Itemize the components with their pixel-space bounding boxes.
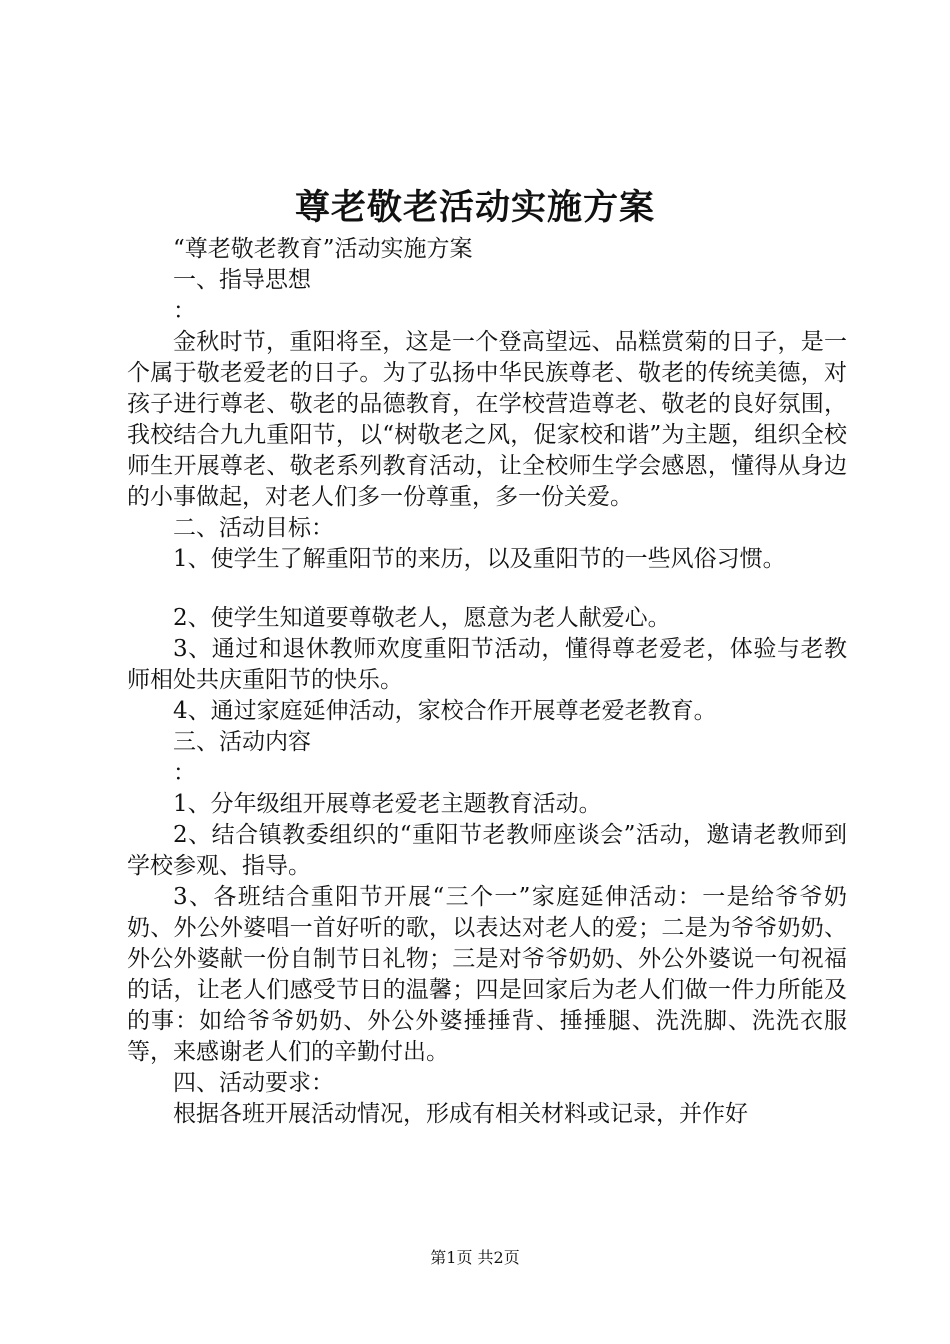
section-heading-content: 三、活动内容 xyxy=(173,729,311,755)
document-title: 尊老敬老活动实施方案 xyxy=(294,187,655,228)
page-number-footer: 第1页 共2页 xyxy=(430,1248,520,1267)
goal-item-1: 1、使学生了解重阳节的来历，以及重阳节的一些风俗习惯。 xyxy=(173,546,786,572)
content-item-1: 1、分年级组开展尊老爱老主题教育活动。 xyxy=(173,791,602,817)
goal-item-2: 2、使学生知道要尊敬老人，愿意为老人献爱心。 xyxy=(173,605,671,631)
content-item-3: 3、各班结合重阳节开展“三个一”家庭延伸活动：一是给爷爷奶奶、外公外婆唱一首好听的歌，以表达对老人的爱；二是为爷爷奶奶、外公外婆献一份自制节日礼物；三是对爷爷奶奶、外公外婆说一句祝福的话，让老人们感受节日的温馨；四是回家后为老人们做一件力所能及的事：如给爷爷奶奶、外公外婆捶捶背、捶捶腿、洗洗脚、洗洗衣服等，来感谢老人们的辛勤付出。 xyxy=(127,884,847,1065)
paragraph-intro: 金秋时节，重阳将至，这是一个登高望远、品糕赏菊的日子，是一个属于敬老爱老的日子。为了弘扬中华民族尊老、敬老的传统美德，对孩子进行尊老、敬老的品德教育，在学校营造尊老、敬老的良好氛围，我校结合九九重阳节，以“树敬老之风，促家校和谐”为主题，组织全校师生开展尊老、敬老系列教育活动，让全校师生学会感恩，懂得从身边的小事做起，对老人们多一份尊重，多一份关爱。 xyxy=(127,329,847,510)
colon-line: ： xyxy=(173,760,196,786)
document-body xyxy=(127,234,847,1130)
blank-line xyxy=(127,575,847,603)
paragraph-subtitle: “尊老敬老教育”活动实施方案 xyxy=(173,236,473,262)
content-item-2: 2、结合镇教委组织的“重阳节老教师座谈会”活动，邀请老教师到学校参观、指导。 xyxy=(127,822,847,879)
colon-line: ： xyxy=(173,298,196,324)
goal-item-3: 3、通过和退休教师欢度重阳节活动，懂得尊老爱老，体验与老教师相处共庆重阳节的快乐。 xyxy=(127,636,847,693)
goal-item-4: 4、通过家庭延伸活动，家校合作开展尊老爱老教育。 xyxy=(173,698,717,724)
section-heading-goals: 二、活动目标： xyxy=(173,515,334,541)
paragraph-requirements: 根据各班开展活动情况，形成有相关材料或记录，并作好 xyxy=(173,1101,748,1127)
section-heading-requirements: 四、活动要求： xyxy=(173,1070,334,1096)
section-heading-guiding-thought: 一、指导思想 xyxy=(173,267,311,293)
